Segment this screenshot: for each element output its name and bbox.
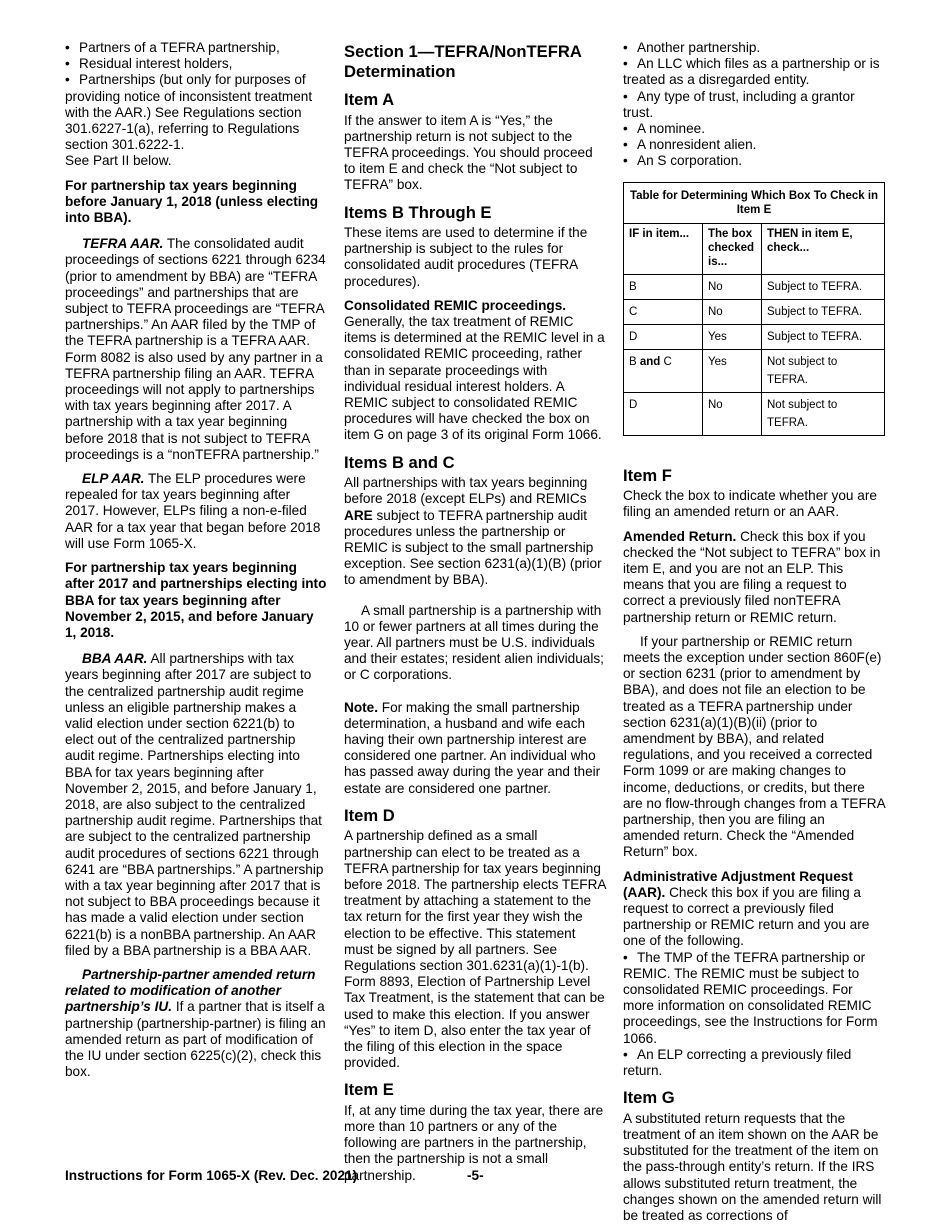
table-row: C No Subject to TEFRA. [624,299,885,324]
items-b-through-e-heading: Items B Through E [344,202,492,222]
subheading-post-2017: For partnership tax years beginning after 2017 and partnerships electing into BBA for tax years beginning after November 2, 2015, and before January 1, 2018. [65,560,327,640]
form-title: Instructions for Form 1065-X (Rev. Dec. 2021) [65,1168,358,1183]
list-item: • Another partnership. [623,40,761,55]
elp-aar-paragraph: ELP AAR. The ELP procedures were repealed for tax years beginning after 2017. However, ELPs filing a non-e-filed AAR for a tax year that began before 2018 will use Form 1065-X. [65,471,321,551]
item-g-heading: Item G [623,1088,675,1108]
table-caption: Table for Determining Which Box To Check in Item E [624,182,885,223]
list-item: • The TMP of the TEFRA partnership or REMIC. The REMIC must be subject to consolidated REMIC proceedings. For more information on consolidated REMIC proceedings, see the Instructions for Form 1066. [623,949,878,1046]
list-item: • An ELP correcting a previously filed return. [623,1046,852,1079]
table-row: B and C Yes Not subject to TEFRA. [624,349,885,392]
aar-paragraph: Administrative Adjustment Request (AAR). Check this box if you are filing a request to correct a previously filed partnership or REMIC return and you are one of the following. [623,868,870,949]
table-header: THEN in item E, check... [762,223,885,274]
tefra-aar-paragraph: TEFRA AAR. The consolidated audit proceedings of sections 6221 through 6234 (prior to amendment by BBA) are “TEFRA proceedings” and partnerships that are subject to TEFRA proceedings are “TEFRA partnerships.” An AAR filed by the TMP of the TEFRA partnership is a TEFRA AAR. Form 8082 is also used by any partner in a TEFRA partnership filing an AAR. TEFRA proceedings will not apply to partnerships with tax years beginning after 2017. A partnership with a tax year beginning before 2018 that is not subject to TEFRA proceedings is a “nonTEFRA partnership.” [65,236,326,462]
column-3 [623,40,885,1232]
list-item: • Partners of a TEFRA partnership, [65,40,280,55]
item-g-text: A substituted return requests that the treatment of an item shown on the AAR be substituted for the treatment of the item on the pass-through entity’s return. If the IRS allows substituted return treatment, the changes shown on the amended return will be treated as corrections of [623,1110,882,1223]
section-title: Section 1—TEFRA/NonTEFRA Determination [344,42,582,81]
small-partnership-text: A small partnership is a partnership with 10 or fewer partners at all times during the year. All partners must be U.S. individuals and their estates; resident alien individuals; or C corporations. [344,602,604,683]
amended-return-paragraph: Amended Return. Check this box if you checked the “Not subject to TEFRA” box in item E, and you are not an ELP. This means that you are filing a request to correct a previously filed nonTEFRA partnership return or REMIC return. [623,528,881,625]
partnership-partner-paragraph: Partnership-partner amended return related to modification of another partnership’s IU. If a partner that is itself a partnership (partnership-partner) is filing an amended return as part of modification of the IU under section 6225(c)(2), check this box. [65,966,326,1080]
item-a-text: If the answer to item A is “Yes,” the partnership return is not subject to the TEFRA proceedings. You should proceed to item E and check the “Not subject to TEFRA” box. [344,112,593,193]
item-e-text: If, at any time during the tax year, there are more than 10 partners or any of the following are partners in the partnership, then the partnership is not a small partnership. [344,1102,604,1183]
item-e-table [623,182,885,436]
list-item: • A nominee. [623,121,706,137]
page-footer [65,1168,885,1183]
item-e-heading: Item E [344,1080,394,1100]
remic-exception-paragraph: If your partnership or REMIC return meets the exception under section 860F(e) or section 6231 (prior to amendment by BBA), and does not file an election to be treated as a TEFRA partnership under section 6231(a)(1)(B)(ii) (prior to amendment by BBA), and related regulations, and you received a corrected Form 1099 or are making changes to income, deductions, or credits, but there are no flow-through changes from a TEFRA partnership, then you are filing an amended return. Check the “Amended Return” box. [623,633,885,860]
table-row: D Yes Subject to TEFRA. [624,324,885,349]
items-b-through-e-text: These items are used to determine if the partnership is subject to the rules for consolidated audit procedures (TEFRA procedures). [344,225,588,289]
item-f-heading: Item F [623,465,672,485]
item-d-heading: Item D [344,805,395,825]
item-f-text: Check the box to indicate whether you are filing an amended return or an AAR. [623,488,877,520]
list-item: • Any type of trust, including a grantor trust. [623,88,855,120]
list-item: • Residual interest holders, [65,56,233,72]
list-item: • An LLC which files as a partnership or is treated as a disregarded entity. [623,56,880,88]
page-number: -5- [467,1168,484,1183]
list-item: • A nonresident alien. [623,137,757,153]
table-row: D No Not subject to TEFRA. [624,392,885,435]
bba-aar-paragraph: BBA AAR. All partnerships with tax years beginning after 2017 are subject to the centralized partnership audit regime unless an eligible partnership makes a valid election under section 6221(b) to elect out of the centralized partnership audit regime. Partnerships electing into BBA for tax years beginning after November 2, 2015, and before January 1, 2018, are also subject to the centralized partnership audit regime. Partnerships that are subject to the centralized partnership audit procedures of sections 6221 through 6241 are “BBA partnerships.” A partnership with a tax year beginning after 2017 that is not subject to BBA proceedings because it has made a valid election under section 6221(b) is a nonBBA partnership. An AAR filed by a BBA partnership is a BBA AAR. [65,651,324,958]
items-b-and-c-heading: Items B and C [344,452,455,472]
see-part-text: See Part II below. [65,153,172,169]
list-item: • An S corporation. [623,153,743,169]
item-d-text: A partnership defined as a small partnership can elect to be treated as a TEFRA partnership for tax years beginning before 2018. The partnership elects TEFRA treatment by attaching a statement to the tax return for the first year they wish the election to be effective. This statement must be signed by all partners. See Regulations section 301.6231(a)(1)-1(b). Form 8893, Election of Partnership Level Tax Treatment, is the statement that can be used to make this election. If you answer “Yes” to item D, also enter the tax year of the filing of this election in the space provided. [344,828,606,1071]
remic-paragraph: Consolidated REMIC proceedings. Generally, the tax treatment of REMIC items is determined at the REMIC level in a consolidated REMIC proceeding, rather than in separate proceedings with individual residual interest holders. A REMIC subject to consolidated REMIC procedures will have checked the box on item G on page 3 of its original Form 1066. [344,297,605,443]
note-paragraph: Note. For making the small partnership determination, a husband and wife each having their own partnership interest are considered one partner. An individual who has passed away during the year and their estate are considered one partner. [344,699,601,796]
column-1 [65,40,327,1088]
list-item: • Partnerships (but only for purposes of providing notice of inconsistent treatment with the AAR.) See Regulations section 301.6227-1(a), referring to Regulations section 301.6222-1. [65,72,313,153]
table-row: B No Subject to TEFRA. [624,274,885,299]
table-header: The box checked is... [703,223,762,274]
item-a-heading: Item A [344,90,395,109]
subheading-pre-2018: For partnership tax years beginning before January 1, 2018 (unless electing into BBA). [65,177,319,226]
table-header: IF in item... [624,223,703,274]
column-2 [344,40,606,1192]
items-b-and-c-text: All partnerships with tax years beginning before 2018 (except ELPs) and REMICs ARE subject to TEFRA partnership audit procedures unless the partnership or REMIC is subject to the small partnership exception. See section 6231(a)(1)(B) (prior to amendment by BBA). [344,475,602,588]
